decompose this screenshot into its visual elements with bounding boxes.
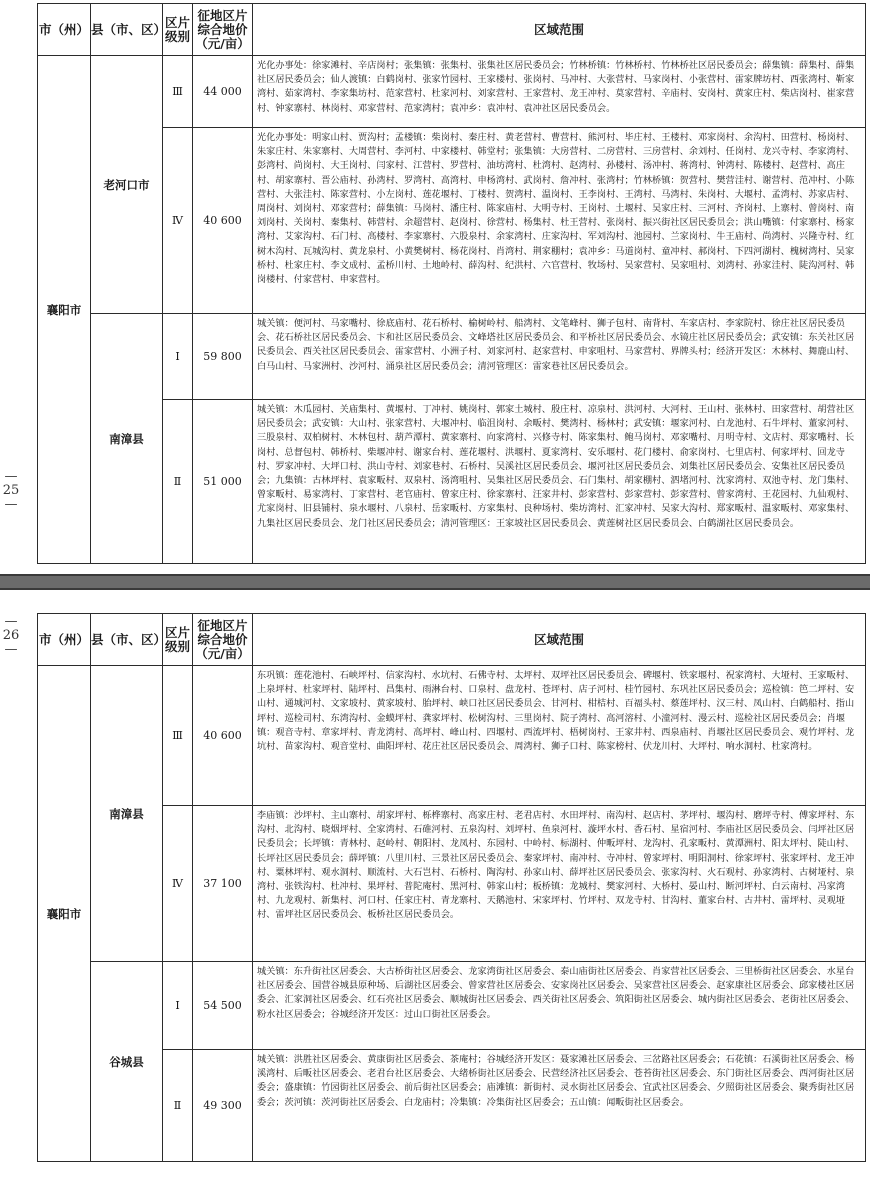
level-cell: Ⅲ — [163, 56, 193, 128]
price-cell: 37 100 — [193, 806, 253, 962]
document-page-26 — [0, 595, 870, 1180]
level-cell: Ⅳ — [163, 128, 193, 314]
header-city: 市（州） — [38, 4, 91, 56]
header-county: 县（市、区） — [91, 4, 163, 56]
header-county: 县（市、区） — [91, 614, 163, 666]
price-cell: 40 600 — [193, 666, 253, 806]
header-level: 区片级别 — [163, 4, 193, 56]
level-cell: Ⅰ — [163, 314, 193, 400]
county-cell: 老河口市 — [91, 56, 163, 314]
table-row — [38, 666, 866, 806]
price-cell: 44 000 — [193, 56, 253, 128]
level-cell: Ⅲ — [163, 666, 193, 806]
table-row — [38, 128, 866, 314]
land-price-table — [37, 613, 866, 1162]
table-row — [38, 314, 866, 400]
table-row — [38, 400, 866, 564]
region-cell: 城关镇：东升街社区居委会、大古桥街社区居委会、龙家湾街社区居委会、泰山庙街社区居委会、肖家营社区居委会、三里桥街社区居委会、水星台社区居委会、国营谷城县原种场、后湖社区居委会、曾家营社区居委会、安家岗社区居委会、吴家营社区居委会、赵家康社区居委会、邱家楼社区居委会、汇家洞社区居委会、红石亮社区居委会、顺城街社区居委会、西关街社区居委会、筑阳街社区居委会、城内街社区居委会、老街社区居委会、粉水社区居委会；谷城经济开发区：过山口街社区居委会。 — [253, 962, 866, 1050]
region-cell: 城关镇：洪胜社区居委会、黄康街社区居委会、茶庵村；谷城经济开发区：聂家滩社区居委会、三岔路社区居委会；石花镇：石溪街社区居委会、杨溪湾村、后畈社区居委会、老君台社区居委会、大绪桥街社区居委会、民营经济社区居委会、苍苔街社区居委会、东门街社区居委会、西河街社区居委会；盛康镇：竹园街社区居委会、前后街社区居委会；庙滩镇：新街村、灵水街社区居委会、宜武社区居委会、夕照街社区居委会、聚秀街社区居委会；茨河镇：茨河街社区居委会、白龙庙村；冷集镇：冷集街社区居委会；五山镇：闻畈街社区居委会。 — [253, 1050, 866, 1162]
city-cell: 襄阳市 — [38, 56, 91, 564]
level-cell: Ⅰ — [163, 962, 193, 1050]
price-cell: 54 500 — [193, 962, 253, 1050]
table-row — [38, 56, 866, 128]
header-region: 区域范围 — [253, 614, 866, 666]
table-row — [38, 1050, 866, 1162]
price-cell: 59 800 — [193, 314, 253, 400]
header-price: 征地区片综合地价（元/亩） — [193, 4, 253, 56]
region-cell: 东巩镇：莲花池村、石峡坪村、信家沟村、水坑村、石佛寺村、太坪村、双坪社区居民委员会、碑堰村、铁家堰村、祝家湾村、大垭村、王家畈村、上泉坪村、杜家坪村、陆坪村、昌集村、雨淋台村、口泉村、盘龙村、苍坪村、店子河村、桂竹园村、东巩社区居民委员会；巡检镇：笆二坪村、安山村、通城河村、文家坡村、黄家坡村、胎坪村、峡口社区居民委员会、甘河村、柑桔村、百福头村、蔡莲坪村、汉三村、凤山村、白鹤船村、指山坪村、巡检司村、东湾沟村、金蟆坪村、龚家坪村、松树沟村、三里岗村、院子湾村、高河溶村、小潼河村、漫云村、巡检社区居民委员会；肖堰镇：观音寺村、章家坪村、青龙湾村、高坪村、峰山村、四堰村、西流坪村、梧树岗村、王家井村、西泉庙村、肖堰社区居民委员会、观竹坪村、龙坑村、苗家沟村、观音堂村、曲阳坪村、花庄社区居民委员会、周湾村、狮子口村、陈家榜村、伏龙川村、大坪村、响水洞村、杜家湾村。 — [253, 666, 866, 806]
land-price-table — [37, 3, 866, 564]
county-cell: 南漳县 — [91, 666, 163, 962]
level-cell: Ⅱ — [163, 400, 193, 564]
county-cell: 谷城县 — [91, 962, 163, 1162]
table-row — [38, 806, 866, 962]
table-header-row — [38, 4, 866, 56]
price-cell: 40 600 — [193, 128, 253, 314]
region-cell: 光化办事处：明家山村、贾沟村；孟楼镇：柴岗村、秦庄村、黄老营村、曹营村、熊河村、毕庄村、王楼村、邓家岗村、余沟村、田营村、杨岗村、朱家庄村、朱家寨村、大周营村、李河村、中家楼村、韩堂村；张集镇：大房营村、二房营村、三房营村、余刘村、任岗村、龙兴寺村、李家湾村、彭湾村、尚岗村、大王岗村、闫家村、江营村、罗营村、油坊湾村、杜湾村、赵湾村、孙楼村、汤冲村、蒋湾村、钟湾村、陈楼村、赵营村、高庄村、胡家寨村、晋公庙村、孙湾村、罗湾村、高湾村、申杨湾村、武岗村、詹冲村、张湾村；竹林桥镇：贺营村、樊营洼村、谢营村、范冲村、小陈营村、大张洼村、陈家营村、小左岗村、莲花堰村、丁楼村、贺湾村、温岗村、王李岗村、王湾村、马湾村、朱岗村、大堰村、孟湾村、苏家店村、周岗村、刘岗村、邓家营村；薛集镇：马岗村、潘庄村、陈家庙村、大明寺村、王岗村、土堰村、吴家庄村、三河村、齐岗村、上寨村、曾岗村、南刘岗村、关岗村、秦集村、韩营村、余超营村、赵岗村、徐营村、杨集村、杜王营村、张岗村、振兴街社区居民委员会；洪山嘴镇：付家寨村、杨家湾村、艾家沟村、石门村、高楼村、李家寨村、六股泉村、余家湾村、庄家沟村、军刘沟村、池园村、兰家岗村、牛王庙村、尚湾村、兴隆寺村、红树木沟村、瓦城沟村、黄龙泉村、小黄樊树村、杨花岗村、肖湾村、荆家棚村；袁冲乡：马道岗村、童冲村、郝岗村、下四河湖村、槐树湾村、吴家桥村、杜家庄村、李文成村、孟桥川村、土地岭村、薛沟村、纪洪村、六官营村、牧场村、吴家营村、吴家咀村、刘湾村、孙家洼村、陡沟河村、韩岗楼村、付家营村、申家营村。 — [253, 128, 866, 314]
level-cell: Ⅱ — [163, 1050, 193, 1162]
table-row — [38, 962, 866, 1050]
header-city: 市（州） — [38, 614, 91, 666]
page-number: — 25 — — [2, 469, 20, 512]
page-separator — [0, 574, 870, 590]
page-number: — 26 — — [2, 614, 20, 657]
region-cell: 城关镇：便河村、马家嘴村、徐底庙村、花石桥村、榆树岭村、船湾村、文笔峰村、狮子包村、南背村、车家店村、李家院村、徐庄社区居民委员会、花石桥社区居民委员会、卞和社区居民委员会、文峰塔社区居民委员会、和平桥社区居民委员会、水镜庄社区居民委员会；武安镇：东关社区居民委员会、西关社区居民委员会、雷家营村、小洲子村、刘家河村、赵家营村、申家咀村、马家营村、界牌头村；经济开发区：木林村、舞鹿山村、白马山村、马家洲村、沙河村、涌泉社区居民委员会；清河管理区：雷家巷社区居民委员会。 — [253, 314, 866, 400]
city-cell: 襄阳市 — [38, 666, 91, 1162]
region-cell: 城关镇：木瓜园村、关庙集村、黄堰村、丁冲村、姚岗村、郭家土城村、殷庄村、凉泉村、洪河村、大河村、王山村、张林村、田家营村、胡营社区居民委员会；武安镇：大山村、张家营村、大堰冲村、临沮岗村、余畈村、樊湾村、杨林村；武安镇：堰家河村、白龙池村、石牛坪村、董家河村、三股泉村、双柏树村、木林包村、葫芦潭村、黄家寨村、向家湾村、兴修寺村、陈家集村、鲍马岗村、邓家嘴村、月明寺村、文店村、郑家嘴村、长岗村、总督包村、韩桥村、柴堰冲村、谢家台村、莲花堰村、洪堰村、夏家湾村、安乐堰村、花门楼村、俞家岗村、七里店村、何家坪村、回龙寺村、罗家冲村、大坪口村、洪山寺村、刘家巷村、石桥村、吴溪社区居民委员会、堰河社区居民委员会、刘集社区居民委员会、安集社区居民委员会；九集镇：古林坪村、袁家畈村、双泉村、汤湾咀村、吴集社区居民委员会、石门集村、胡家棚村、泗堵河村、沈家湾村、双池寺村、龙门集村、曾家畈村、易家湾村、丁家营村、老官庙村、曾家庄村、徐家寨村、汪家井村、彭家营村、彭家营村、彭家营村、曾家湾村、王花园村、九仙观村、尤家岗村、旧县铺村、泉水堰村、八泉村、岳家畈村、方家集村、良种场村、柴坊湾村、汇家冲村、吴家大沟村、郑家畈村、温家畈村、邓家集村、九集社区居民委员会、龙门社区居民委员会；清河管理区：王家坡社区居民委员会、黄莲树社区居民委员会、白鹤湖社区居民委员会。 — [253, 400, 866, 564]
header-price: 征地区片综合地价（元/亩） — [193, 614, 253, 666]
region-cell: 李庙镇：沙坪村、主山寨村、胡家坪村、栎桦寨村、高家庄村、老君店村、水田坪村、南沟村、赵店村、茅坪村、堰沟村、磨坪寺村、傅家坪村、东沟村、北沟村、晓烟坪村、全家湾村、石碓河村、五泉沟村、刘坪村、鱼泉河村、漩坪水村、香石村、星宿河村、李庙社区居民委员会、闫坪社区居民委员会；长坪镇：青林村、赵岭村、朝阳村、龙凤村、东园村、中岭村、标湖村、仲畈坪村、龙沟村、孔家畈村、黄潭洲村、阳太坪村、陡山村、长坪社区居民委员会；薛坪镇：八里川村、三景社区居民委员会、秦家坪村、南冲村、寺冲村、曾家坪村、明阳洞村、徐家坪村、张家坪村、龙王冲村、粟林坪村、观水洞村、顺流村、大石岂村、石桥村、陶沟村、孙家山村、薛坪社区居民委员会、张家沟村、火石观村、孙家湾村、古树垭村、泉湾村、张铁沟村、杜冲村、果坪村、普陀庵村、黑河村、韩家山村；板桥镇：龙城村、樊家河村、大桥村、晏山村、断河坪村、白云南村、冯家湾村、九龙观村、新集村、河口村、任家庄村、青龙寨村、天鹅池村、宋家坪村、竹坪村、双龙寺村、甘沟村、董家台村、古井村、雷坪村、灵观垭村、雷坪社区居民委员会、板桥社区居民委员会。 — [253, 806, 866, 962]
header-level: 区片级别 — [163, 614, 193, 666]
region-cell: 光化办事处：徐家滩村、辛店岗村；张集镇：张集村、张集社区居民委员会；竹林桥镇：竹林桥村、竹林桥社区居民委员会；薛集镇：薛集村、薛集社区居民委员会；仙人渡镇：白鹤岗村、张家竹园村、王家楼村、张岗村、马冲村、大张营村、马家岗村、小张营村、雷家牌坊村、西张湾村、靳家湾村、茹家湾村、李家集坊村、范家营村、杜家河村、刘家营村、王家营村、龙王冲村、莫家营村、辛庙村、安岗村、黄家庄村、柴店岗村、崔家营村、钟家寨村、林岗村、邓家营村、范家湾村；袁冲乡：袁冲村、袁冲社区居民委员会。 — [253, 56, 866, 128]
table-header-row — [38, 614, 866, 666]
header-region: 区域范围 — [253, 4, 866, 56]
level-cell: Ⅳ — [163, 806, 193, 962]
price-cell: 49 300 — [193, 1050, 253, 1162]
county-cell: 南漳县 — [91, 314, 163, 564]
price-cell: 51 000 — [193, 400, 253, 564]
document-page-25 — [0, 0, 870, 566]
